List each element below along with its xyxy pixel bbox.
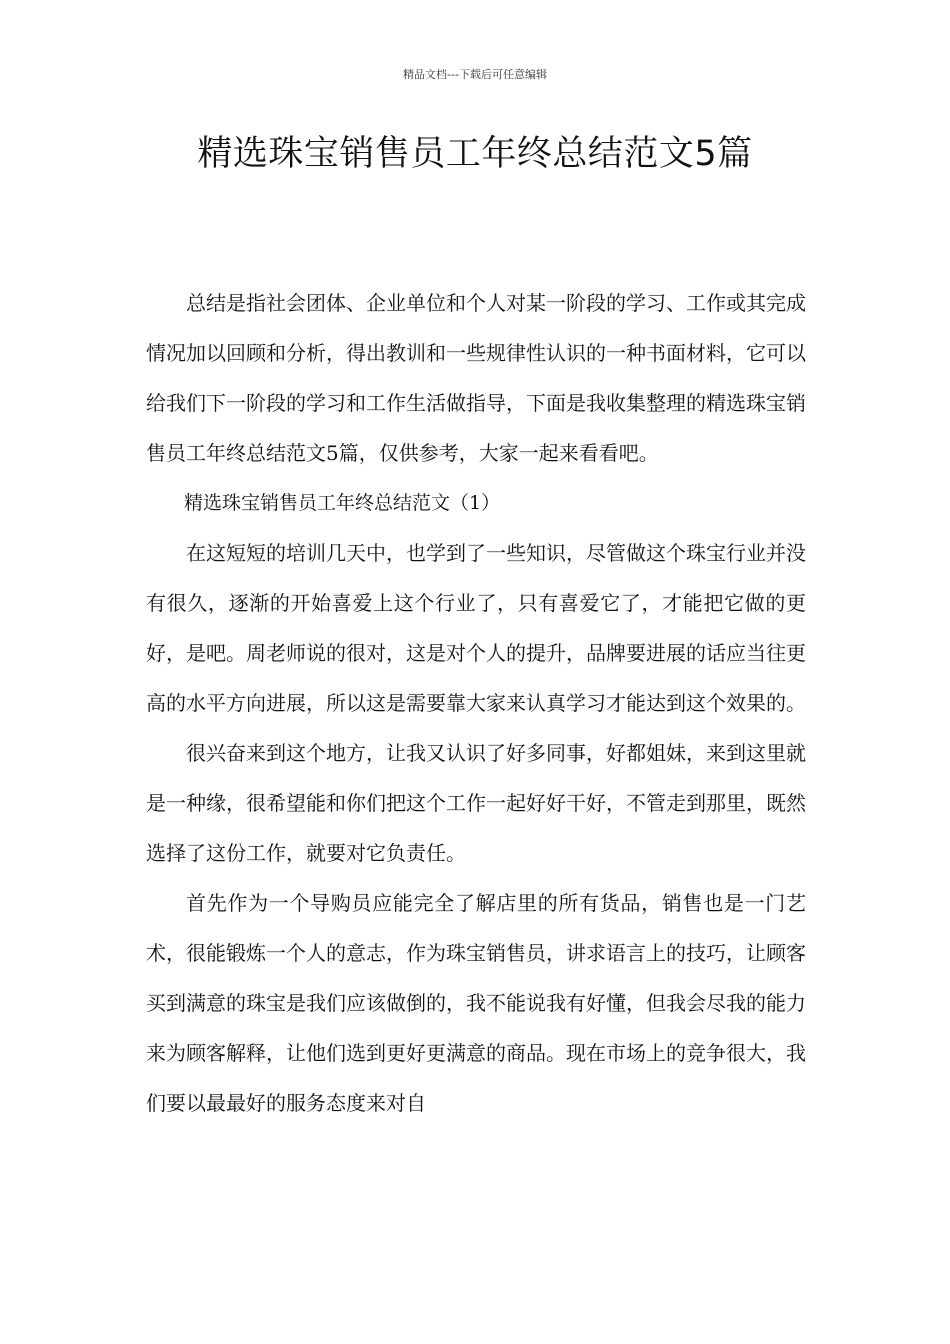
section-heading: 精选珠宝销售员工年终总结范文（1）: [184, 492, 501, 514]
document-title: 精选珠宝销售员工年终总结范文5篇: [197, 134, 753, 174]
body-paragraph: 首先作为一个导购员应能完全了解店里的所有货品，销售也是一门艺术，很能锻炼一个人的意志，作为珠宝销售员，讲求语言上的技巧，让顾客买到满意的珠宝是我们应该做倒的，我不能说我有好懂，但我会尽我的能力来为顾客解释，让他们选到更好更满意的商品。现在市场上的竞争很大，我们要以最最好的服务态度来对自: [146, 891, 806, 1115]
page-header-note: 精品文档---下载后可任意编辑: [403, 68, 547, 81]
body-paragraph: 很兴奋来到这个地方，让我又认识了好多同事，好都姐妹，来到这里就是一种缘，很希望能和你们把这个工作一起好好干好，不管走到那里，既然选择了这份工作，就要对它负责任。: [146, 741, 806, 865]
body-paragraph: 在这短短的培训几天中，也学到了一些知识，尽管做这个珠宝行业并没有很久，逐渐的开始喜爱上这个行业了，只有喜爱它了，才能把它做的更好，是吧。周老师说的很对，这是对个人的提升，品牌要进展的话应当往更高的水平方向进展，所以这是需要靠大家来认真学习才能达到这个效果的。: [146, 541, 806, 715]
intro-paragraph: 总结是指社会团体、企业单位和个人对某一阶段的学习、工作或其完成情况加以回顾和分析，得出教训和一些规律性认识的一种书面材料，它可以给我们下一阶段的学习和工作生活做指导，下面是我收集整理的精选珠宝销售员工年终总结范文5篇，仅供参考，大家一起来看看吧。: [146, 291, 806, 465]
document-body: [146, 278, 806, 1128]
